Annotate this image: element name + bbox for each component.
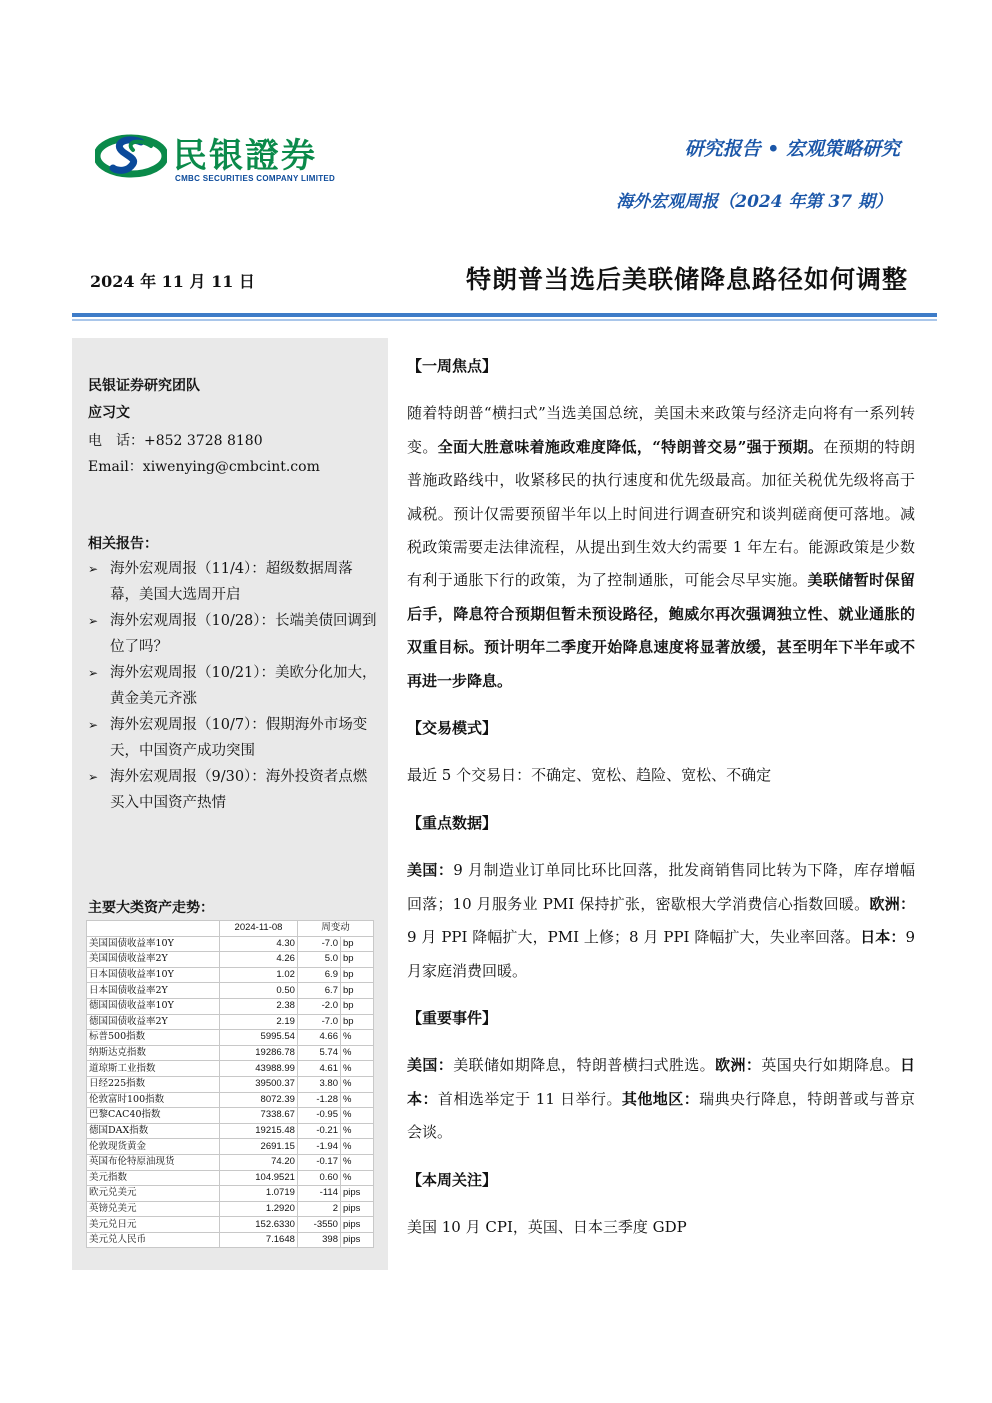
asset-unit: % (340, 1076, 373, 1092)
asset-name: 美元指数 (87, 1170, 220, 1186)
asset-change: 6.9 (297, 967, 340, 983)
data-text: 9 月 PPI 降幅扩大，PMI 上修；8 月 PPI 降幅扩大，失业率回落。 (407, 928, 861, 947)
asset-name: 纳斯达克指数 (87, 1045, 220, 1061)
asset-value: 74.20 (220, 1154, 298, 1170)
related-report-item[interactable] (88, 608, 378, 660)
asset-name: 德国国债收益率2Y (87, 1014, 220, 1030)
logo-chinese-name: 民银證券 (173, 136, 317, 176)
asset-unit: pips (340, 1201, 373, 1217)
asset-name: 德国DAX指数 (87, 1123, 220, 1139)
related-report-text: 海外宏观周报（10/7）：假期海外市场变天，中国资产成功突围 (110, 717, 368, 759)
asset-value: 0.50 (220, 983, 298, 999)
asset-change: -1.28 (297, 1092, 340, 1108)
related-report-item[interactable] (88, 764, 378, 816)
assets-title: 主要大类资产走势： (88, 900, 214, 916)
company-logo (95, 128, 355, 188)
asset-name: 英镑兑美元 (87, 1201, 220, 1217)
asset-value: 2691.15 (220, 1139, 298, 1155)
asset-change: 4.66 (297, 1030, 340, 1046)
asset-row (87, 1014, 374, 1030)
asset-unit: % (340, 1092, 373, 1108)
section-title-watch: 【本周关注】 (407, 1170, 498, 1189)
trade-paragraph: 最近 5 个交易日：不确定、宽松、趋险、宽松、不确定 (407, 766, 772, 785)
asset-value: 19286.78 (220, 1045, 298, 1061)
related-reports-list (88, 556, 378, 816)
asset-row (87, 998, 374, 1014)
asset-unit: % (340, 1170, 373, 1186)
region-label: 美国： (407, 1056, 454, 1075)
data-paragraph (407, 854, 915, 988)
asset-unit: pips (340, 1186, 373, 1202)
asset-value: 2.38 (220, 998, 298, 1014)
asset-unit: pips (340, 1232, 373, 1248)
report-title: 特朗普当选后美联储降息路径如何调整 (465, 265, 908, 294)
section-title-trade: 【交易模式】 (407, 719, 498, 738)
asset-unit: % (340, 1061, 373, 1077)
asset-value: 7338.67 (220, 1108, 298, 1124)
asset-change: -0.95 (297, 1108, 340, 1124)
asset-change: -2.0 (297, 998, 340, 1014)
asset-unit: % (340, 1045, 373, 1061)
asset-change: -114 (297, 1186, 340, 1202)
section-title-events: 【重要事件】 (407, 1008, 498, 1027)
watch-paragraph: 美国 10 月 CPI，英国、日本三季度 GDP (407, 1217, 687, 1236)
asset-row (87, 983, 374, 999)
event-text: 瑞典央行降息，特朗普或与普京会谈。 (407, 1089, 915, 1142)
asset-unit: % (340, 1123, 373, 1139)
assets-header-row (87, 921, 374, 937)
header-divider (72, 313, 937, 317)
asset-value: 1.0719 (220, 1186, 298, 1202)
asset-value: 8072.39 (220, 1092, 298, 1108)
asset-value: 4.30 (220, 936, 298, 952)
asset-unit: bp (340, 952, 373, 968)
asset-unit: % (340, 1154, 373, 1170)
asset-change: 5.0 (297, 952, 340, 968)
report-category: 研究报告 • 宏观策略研究 (684, 138, 900, 160)
assets-table-body (87, 936, 374, 1248)
asset-value: 43988.99 (220, 1061, 298, 1077)
asset-name: 日本国债收益率2Y (87, 983, 220, 999)
data-text: 9 月制造业订单同比环比回落，批发商销售同比转为下降，库存增幅回落；10 月服务业 PMI 保持扩张，密歇根大学消费信心指数回暖。 (407, 861, 915, 913)
asset-change: 398 (297, 1232, 340, 1248)
logo-mark-icon (95, 128, 167, 184)
asset-change: 4.61 (297, 1061, 340, 1077)
asset-unit: % (340, 1030, 373, 1046)
logo-english-name: CMBC SECURITIES COMPANY LIMITED (175, 174, 336, 183)
asset-unit: bp (340, 1014, 373, 1030)
asset-name: 美元兑人民币 (87, 1232, 220, 1248)
asset-value: 2.19 (220, 1014, 298, 1030)
asset-name: 英国布伦特原油现货 (87, 1154, 220, 1170)
asset-row (87, 1108, 374, 1124)
asset-row (87, 1092, 374, 1108)
events-paragraph (407, 1049, 915, 1149)
asset-name: 德国国债收益率10Y (87, 998, 220, 1014)
report-series: 海外宏观周报（2024 年第 37 期） (616, 192, 892, 212)
arrow-bullet-icon: ➢ (88, 770, 99, 784)
asset-row (87, 936, 374, 952)
analyst-name: 应习文 (88, 405, 130, 421)
asset-unit: pips (340, 1217, 373, 1233)
focus-emphasis: 美联储暂时保留后手，降息符合预期但暂未预设路径，鲍威尔再次强调独立性、就业通胀的双重目标。预计明年二季度开始降息速度将显著放缓，甚至明年下半年或不再进一步降息。 (407, 571, 915, 690)
related-report-item[interactable] (88, 556, 378, 608)
asset-change: -0.17 (297, 1154, 340, 1170)
asset-change: 0.60 (297, 1170, 340, 1186)
related-report-text: 海外宏观周报（10/21）：美欧分化加大，黄金美元齐涨 (110, 665, 377, 707)
asset-name: 伦敦现货黄金 (87, 1139, 220, 1155)
related-report-text: 海外宏观周报（9/30）：海外投资者点燃买入中国资产热情 (110, 769, 368, 811)
asset-value: 1.02 (220, 967, 298, 983)
region-label: 日本： (407, 1056, 915, 1108)
focus-emphasis: 全面大胜意味着施政难度降低，“特朗普交易”强于预期。 (437, 437, 824, 456)
event-text: 首相选举定于 11 日举行。 (437, 1089, 622, 1108)
asset-row (87, 967, 374, 983)
asset-unit: % (340, 1139, 373, 1155)
asset-unit: bp (340, 967, 373, 983)
asset-row (87, 1076, 374, 1092)
asset-name: 日经225指数 (87, 1076, 220, 1092)
asset-name: 巴黎CAC40指数 (87, 1108, 220, 1124)
main-content (407, 350, 915, 1244)
section-title-focus: 【一周焦点】 (407, 357, 498, 375)
asset-unit: bp (340, 936, 373, 952)
region-label: 欧洲： (869, 894, 915, 913)
asset-name: 欧元兑美元 (87, 1186, 220, 1202)
region-label: 其他地区： (621, 1089, 700, 1108)
asset-change: 5.74 (297, 1045, 340, 1061)
asset-row (87, 1139, 374, 1155)
asset-value: 1.2920 (220, 1201, 298, 1217)
asset-name: 美国国债收益率10Y (87, 936, 220, 952)
asset-change: -7.0 (297, 936, 340, 952)
asset-name-header (87, 921, 220, 937)
arrow-bullet-icon: ➢ (88, 718, 99, 732)
region-label: 美国： (407, 861, 454, 880)
asset-value: 7.1648 (220, 1232, 298, 1248)
asset-name: 美元兑日元 (87, 1217, 220, 1233)
analyst-phone: 电 话：+852 3728 8180 (88, 433, 263, 449)
asset-row (87, 1201, 374, 1217)
asset-row (87, 1154, 374, 1170)
asset-row (87, 1123, 374, 1139)
arrow-bullet-icon: ➢ (88, 666, 99, 680)
data-text: 9 月家庭消费回暖。 (407, 928, 915, 980)
focus-text: 在预期的特朗普施政路线中，收紧移民的执行速度和优先级最高。加征关税优先级将高于减税。预计仅需要预留半年以上时间进行调查研究和谈判磋商便可落地。减税政策需要走法律流程，从提出到生效大约需要 1 年左右。能源政策是少数有利于通胀下行的政策，为了控制通胀，可能会尽早实施。 (407, 437, 915, 590)
asset-name: 日本国债收益率10Y (87, 967, 220, 983)
asset-value: 19215.48 (220, 1123, 298, 1139)
asset-value: 104.9521 (220, 1170, 298, 1186)
asset-value: 39500.37 (220, 1076, 298, 1092)
asset-row (87, 1170, 374, 1186)
related-report-text: 海外宏观周报（11/4）：超级数据周落幕，美国大选周开启 (110, 561, 353, 603)
related-report-item[interactable] (88, 660, 378, 712)
region-label: 欧洲： (715, 1056, 762, 1075)
asset-row (87, 1186, 374, 1202)
asset-unit: bp (340, 998, 373, 1014)
asset-change: 2 (297, 1201, 340, 1217)
asset-row (87, 1232, 374, 1248)
event-text: 美联储如期降息，特朗普横扫式胜选。 (453, 1056, 716, 1075)
asset-value: 4.26 (220, 952, 298, 968)
asset-change: 3.80 (297, 1076, 340, 1092)
assets-table (86, 920, 374, 1248)
asset-change: -3550 (297, 1217, 340, 1233)
asset-unit: bp (340, 983, 373, 999)
event-text: 英国央行如期降息。 (761, 1056, 900, 1075)
asset-date-header: 2024-11-08 (220, 921, 298, 937)
asset-change: -1.94 (297, 1139, 340, 1155)
asset-row (87, 1217, 374, 1233)
header-divider-light (72, 319, 937, 321)
asset-name: 标普500指数 (87, 1030, 220, 1046)
asset-change-header: 周变动 (297, 921, 373, 937)
region-label: 日本： (860, 928, 906, 947)
related-report-text: 海外宏观周报（10/28）：长端美债回调到位了吗？ (110, 613, 377, 655)
research-team-title: 民银证券研究团队 (88, 378, 200, 394)
asset-change: -7.0 (297, 1014, 340, 1030)
report-date: 2024 年 11 月 11 日 (90, 272, 255, 291)
asset-row (87, 1030, 374, 1046)
arrow-bullet-icon: ➢ (88, 614, 99, 628)
arrow-bullet-icon: ➢ (88, 562, 99, 576)
asset-name: 美国国债收益率2Y (87, 952, 220, 968)
asset-name: 道琼斯工业指数 (87, 1061, 220, 1077)
asset-change: 6.7 (297, 983, 340, 999)
analyst-email[interactable]: Email：xiwenying@cmbcint.com (88, 459, 320, 475)
focus-paragraph (407, 397, 915, 698)
focus-text: 随着特朗普“横扫式”当选美国总统，美国未来政策与经济走向将有一系列转变。 (407, 404, 915, 456)
related-reports-title: 相关报告： (88, 536, 158, 552)
asset-row (87, 1061, 374, 1077)
asset-change: -0.21 (297, 1123, 340, 1139)
asset-value: 5995.54 (220, 1030, 298, 1046)
related-report-item[interactable] (88, 712, 378, 764)
asset-name: 伦敦富时100指数 (87, 1092, 220, 1108)
asset-row (87, 952, 374, 968)
asset-row (87, 1045, 374, 1061)
section-title-data: 【重点数据】 (407, 813, 498, 832)
asset-value: 152.6330 (220, 1217, 298, 1233)
asset-unit: % (340, 1108, 373, 1124)
